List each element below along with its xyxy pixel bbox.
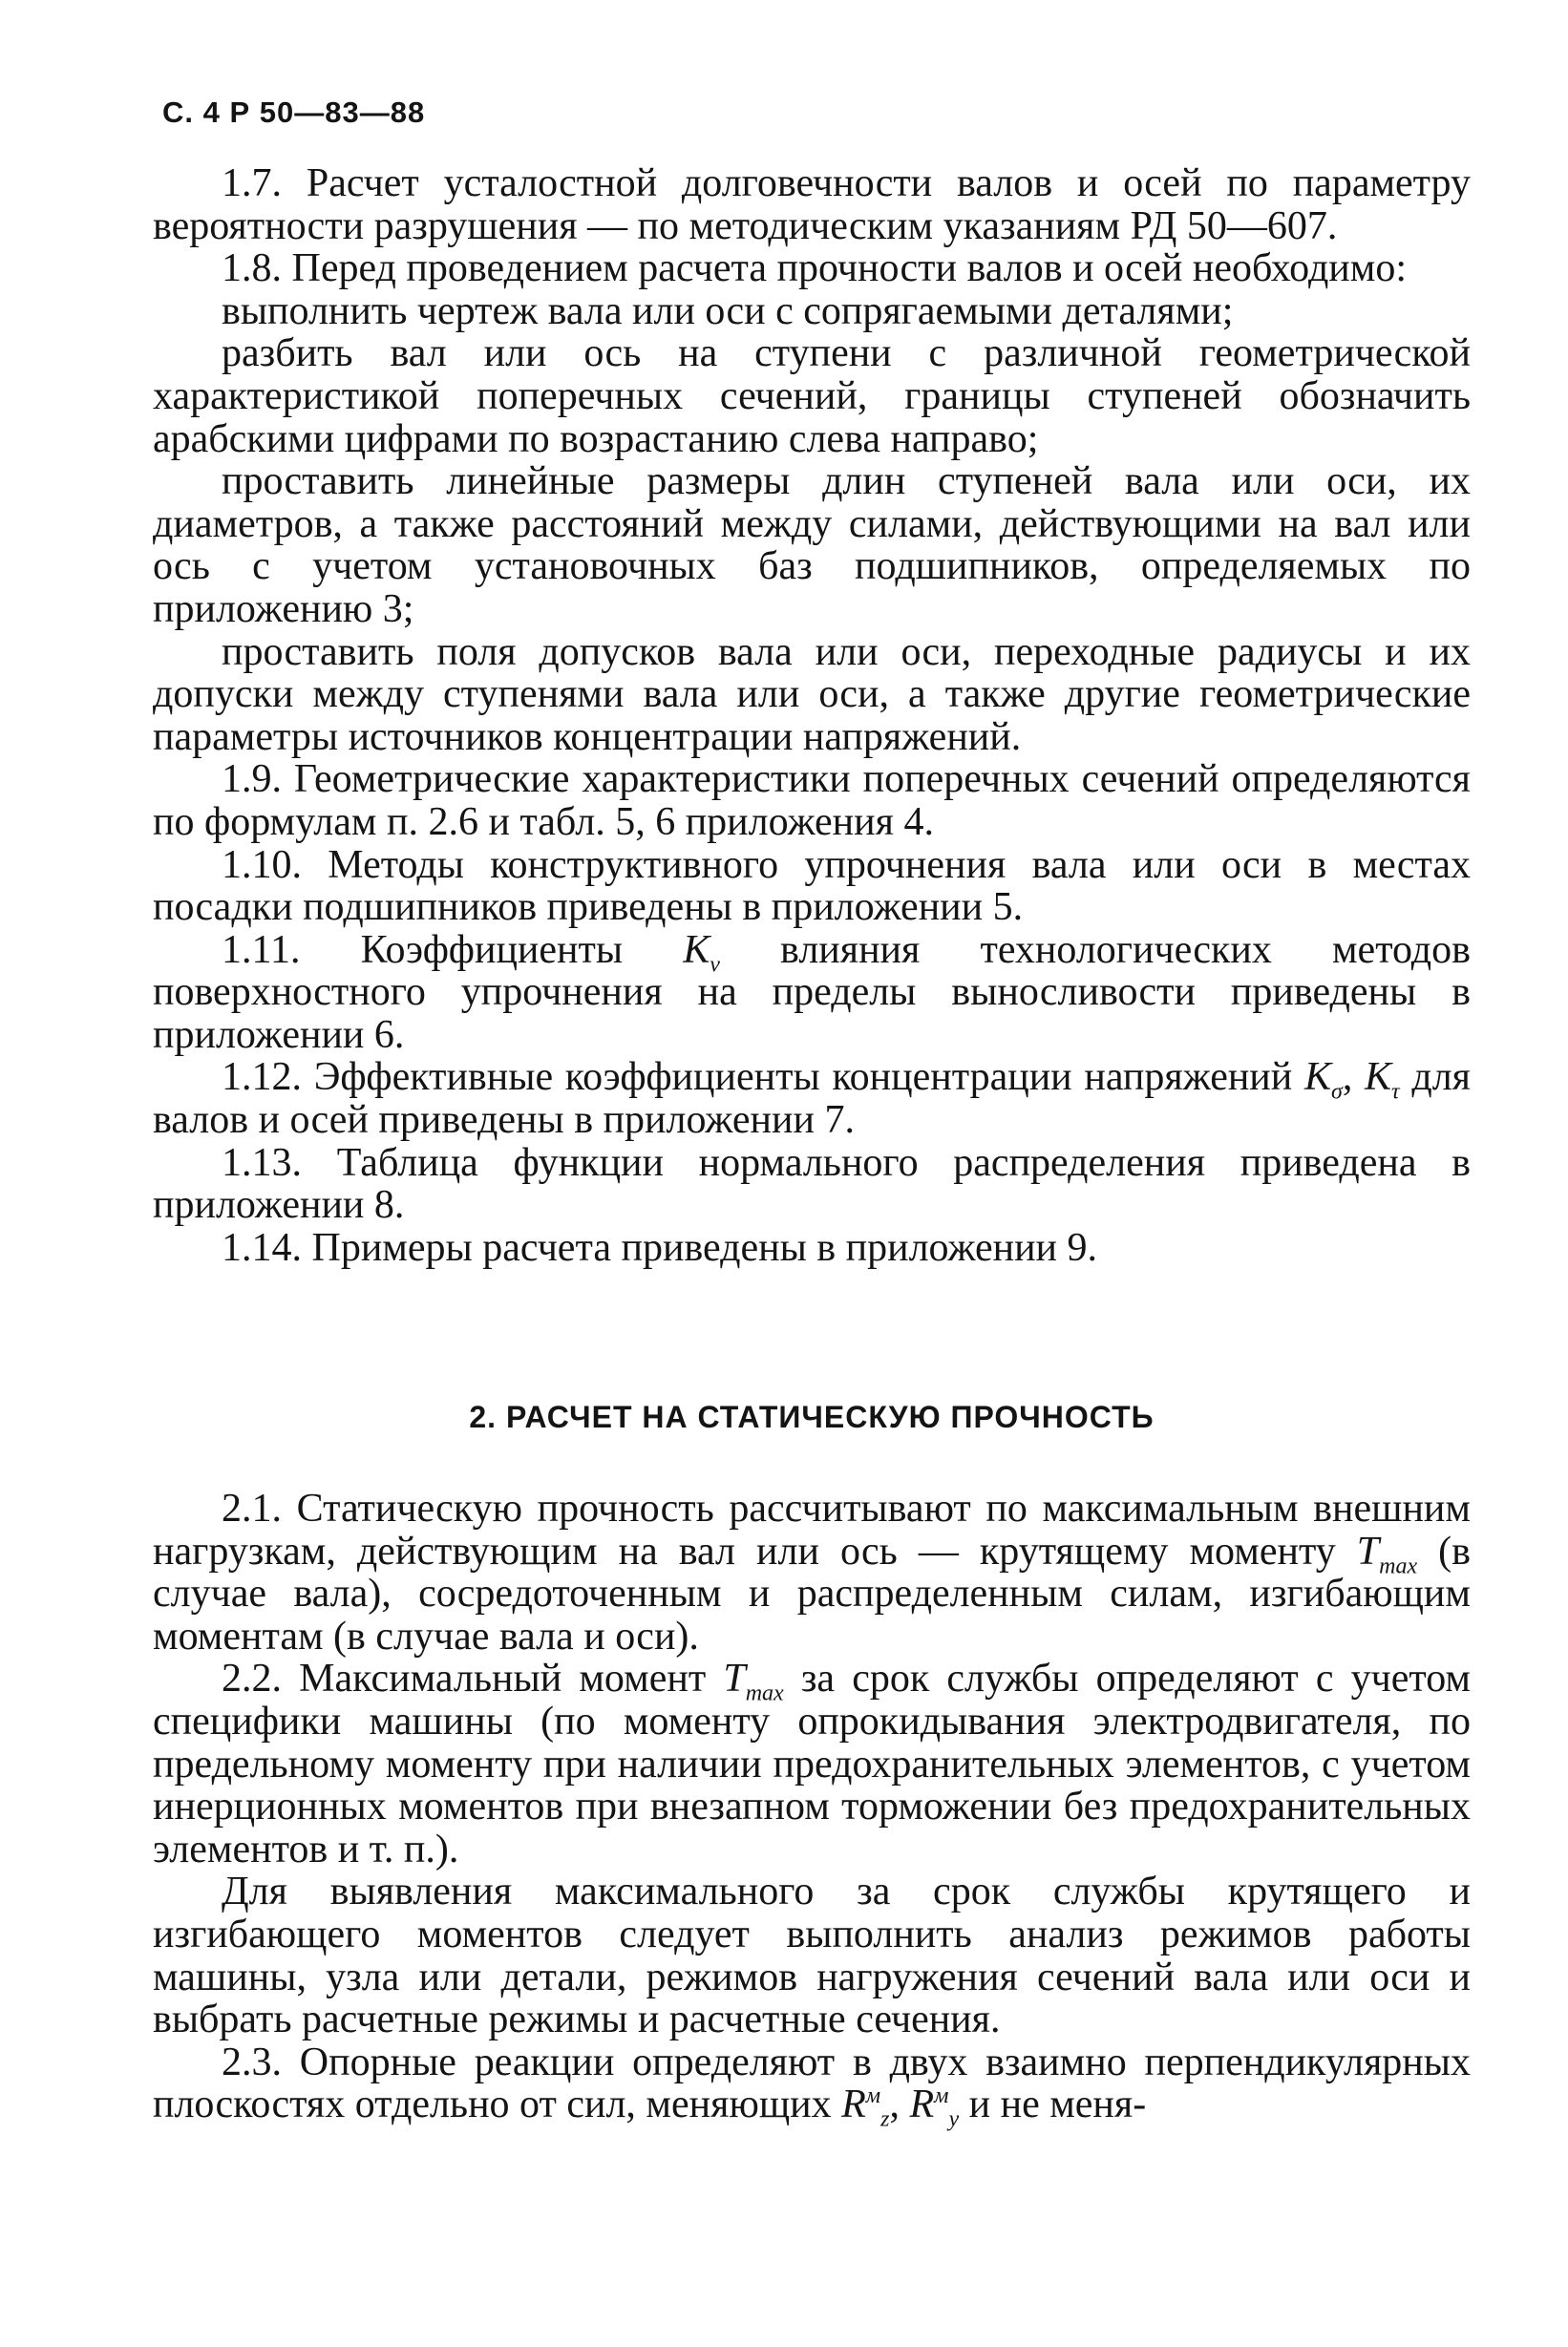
- paragraph-1-10: 1.10. Методы конструктивного упрочнения вала или оси в местах посадки подшипников приведены в приложении 5.: [153, 842, 1471, 930]
- paragraph-1-7: 1.7. Расчет усталостной долговечности валов и осей по параметру вероятности разрушения — по методическим указаниям РД 50—607.: [153, 161, 1471, 248]
- formula-tmax: $T_{max}$: [1356, 1529, 1418, 1578]
- formula-k-sigma: $K_\sigma$: [1303, 1055, 1343, 1105]
- section-2-heading: 2. РАСЧЕТ НА СТАТИЧЕСКУЮ ПРОЧНОСТЬ: [469, 1400, 1155, 1434]
- paragraph-1-11: 1.11. Коэффициенты $K_v$ влияния технологических методов поверхностного упрочнения на пределы выносливости приведены в приложении 6.: [153, 927, 1471, 1057]
- formula-k-tau: $K_\tau$: [1365, 1055, 1400, 1105]
- section-1-text: [153, 162, 1471, 1269]
- list-item-dimensions: проставить линейные размеры длин ступеней вала или оси, их диаметров, а также расстояний между силами, действующими на вал или ось с учетом установочных баз подшипников, определяемых по приложению 3;: [153, 459, 1471, 631]
- formula-rz: $R^м_z$: [841, 2083, 890, 2132]
- paragraph-2-2: 2.2. Максимальный момент $T_{max}$ за срок службы определяют с учетом специфики машины (по моменту опрокидывания электродвигателя, по предельному моменту при наличии предохранительных элементов, с учетом инерционных моментов при внезапном торможении без предохранительных элементов и т. п.).: [153, 1657, 1471, 1871]
- paragraph-1-14: 1.14. Примеры расчета приведены в приложении 9.: [222, 1225, 1098, 1270]
- paragraph-1-12: 1.12. Эффективные коэффициенты концентрации напряжений $K_\sigma$, $K_\tau$ для валов и осей приведены в приложении 7.: [153, 1055, 1471, 1143]
- paragraph-1-9: 1.9. Геометрические характеристики поперечных сечений определяются по формулам п. 2.6 и табл. 5, 6 приложения 4.: [153, 757, 1471, 844]
- formula-kv: $K_v$: [683, 927, 720, 978]
- page-header: С. 4 Р 50—83—88: [162, 95, 426, 129]
- paragraph-2-1: 2.1. Статическую прочность рассчитывают по максимальным внешним нагрузкам, действующим на вал или ось — крутящему моменту $T_{max}$ (в случае вала), сосредоточенным и распределенным силам, изгибающим моментам (в случае вала и оси).: [153, 1487, 1471, 1659]
- paragraph-1-13: 1.13. Таблица функции нормального распределения приведена в приложении 8.: [153, 1140, 1471, 1228]
- list-item-drawing: выполнить чертеж вала или оси с сопрягаемыми деталями;: [222, 288, 1234, 333]
- paragraph-1-8: 1.8. Перед проведением расчета прочности валов и осей необходимо:: [222, 246, 1408, 291]
- list-item-steps: разбить вал или ось на ступени с различной геометрической характеристикой поперечных сечений, границы ступеней обозначить арабскими цифрами по возрастанию слева направо;: [153, 331, 1471, 461]
- list-item-tolerances: проставить поля допусков вала или оси, переходные радиусы и их допуски между ступенями вала или оси, а также другие геометрические параметры источников концентрации напряжений.: [153, 629, 1471, 759]
- paragraph-2-2-analysis: Для выявления максимального за срок службы крутящего и изгибающего моментов следует выполнить анализ режимов работы машины, узла или детали, режимов нагружения сечений вала или оси и выбрать расчетные режимы и расчетные сечения.: [153, 1870, 1471, 2042]
- section-2-text: [153, 1487, 1471, 2132]
- paragraph-2-3: 2.3. Опорные реакции определяют в двух взаимно перпендикулярных плоскостях отдельно от сил, меняющих $R^м_z$, $R^м_y$ и не меня-: [153, 2040, 1471, 2132]
- formula-ry: $R^м_y$: [909, 2083, 960, 2132]
- formula-tmax: $T_{max}$: [723, 1657, 784, 1706]
